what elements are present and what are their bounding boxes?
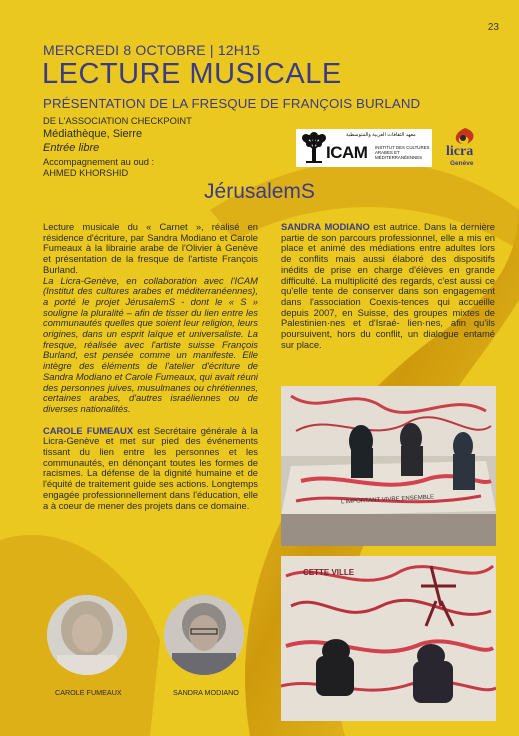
event-accompaniment bbox=[43, 157, 154, 179]
bio-carole-name: CAROLE FUMEAUX bbox=[43, 424, 134, 436]
icam-arabic-name: معهد الثقافات العربية والمتوسطية bbox=[346, 132, 416, 138]
licra-city: Genève bbox=[450, 160, 474, 167]
event-association: DE L'ASSOCIATION CHECKPOINT bbox=[43, 116, 192, 126]
text-column-right bbox=[281, 222, 495, 350]
fresco-photo-bottom bbox=[281, 556, 496, 721]
section-heading: JérusalemS bbox=[204, 180, 315, 203]
bio-carole-paragraph bbox=[43, 426, 258, 512]
event-date: MERCREDI 8 OCTOBRE | 12H15 bbox=[43, 42, 261, 58]
intro-paragraph: Lecture musicale du « Carnet », réalisé en résidence d'écriture, par Sandra Modiano et Carole Fumeaux à la librairie arabe de l'Olivier à Genève et présentation de la fresque de l'artiste François Burland. bbox=[43, 221, 258, 275]
fresco-scene-image bbox=[281, 386, 496, 546]
licra-logo bbox=[445, 127, 485, 171]
caption-carole: CAROLE FUMEAUX bbox=[55, 688, 122, 697]
accompaniment-label: Accompagnement au oud : bbox=[43, 157, 155, 167]
portrait-carole-image bbox=[47, 595, 127, 675]
bio-carole-text: est Secrétaire générale à la Licra-Genève et met sur pied des événements tissant du lien entre les personnes et les communautés, en dénonçant toutes les formes de racismes. La défense de la dignité humaine et de l'équité de traitement guide ses actions. Longtemps engagée professionnellement dans l'éducation, elle a à coeur de mener des projets dans ce domaine. bbox=[43, 424, 258, 511]
portrait-carole-fumeaux bbox=[47, 595, 127, 675]
fresco-workshop-image bbox=[281, 556, 496, 721]
fresco-inscription-2: CETTE VILLE bbox=[303, 568, 355, 577]
bio-sandra-text: est autrice. Dans la dernière partie de son parcours professionnel, elle a mis en place et animé des médiations entre adultes lors de conflits mais aussi élaboré des dispositifs inédits de prise en charge d'élèves en grande difficulté. La multiplicité des regards, c'est aussi ce qu'elle tente de conserver dans son engagement dans l'association Coexis-tences qui accueille depuis 2007, en Suisse, des groupes mixtes de Palestinien·nes et d'Israé- lien·nes, afin qu'ils poursuivent, hors du conflit, un dialogue entamé sur place. bbox=[281, 221, 495, 350]
text-column-left bbox=[43, 222, 258, 511]
licra-flame-icon bbox=[445, 127, 485, 145]
licra-name: licra bbox=[446, 144, 474, 159]
event-title: LECTURE MUSICALE bbox=[42, 58, 342, 90]
event-venue: Médiathèque, Sierre bbox=[43, 128, 143, 140]
event-entry: Entrée libre bbox=[43, 142, 100, 154]
event-subtitle: PRÉSENTATION DE LA FRESQUE DE FRANÇOIS BURLAND bbox=[43, 96, 421, 111]
accompaniment-artist: AHMED KHORSHID bbox=[43, 168, 129, 178]
project-paragraph: La Licra-Genève, en collaboration avec l'ICAM (Institut des cultures arabes et méditerranéennes), a porté le projet JérusalemS - dont le « S » souligne la pluralité – afin de tisser du lien entre les communautés quelles que soient leur religion, leurs origines, dans un esprit laïque et universaliste. La fresque, réalisée avec l'artiste suisse François Burland, est pensée comme un manifeste. Elle intègre des éléments de l'atelier d'écriture de Sandra Modiano et Carole Fumeaux, qui avait réuni des personnes juives, musulmanes ou chrétiennes, certaines arabes, d'autres israéliennes ou de diverses nationalités. bbox=[43, 274, 258, 414]
portrait-sandra-modiano bbox=[164, 595, 244, 675]
portrait-sandra-image bbox=[164, 595, 244, 675]
page-number: 23 bbox=[487, 22, 499, 33]
fresco-inscription: L'IMPORTANT VIVRE ENSEMBLE bbox=[340, 494, 435, 506]
tree-icon bbox=[300, 132, 328, 164]
icam-acronym: ICAM bbox=[326, 143, 368, 162]
fresco-photo-top bbox=[281, 386, 496, 546]
icam-logo bbox=[296, 129, 432, 167]
bio-sandra-name: SANDRA MODIANO bbox=[281, 221, 370, 232]
icam-full-name: INSTITUT DES CULTURES ARABES ET MÉDITERRANÉENNES bbox=[375, 145, 430, 160]
bio-sandra-paragraph bbox=[281, 222, 495, 350]
caption-sandra: SANDRA MODIANO bbox=[173, 688, 239, 697]
